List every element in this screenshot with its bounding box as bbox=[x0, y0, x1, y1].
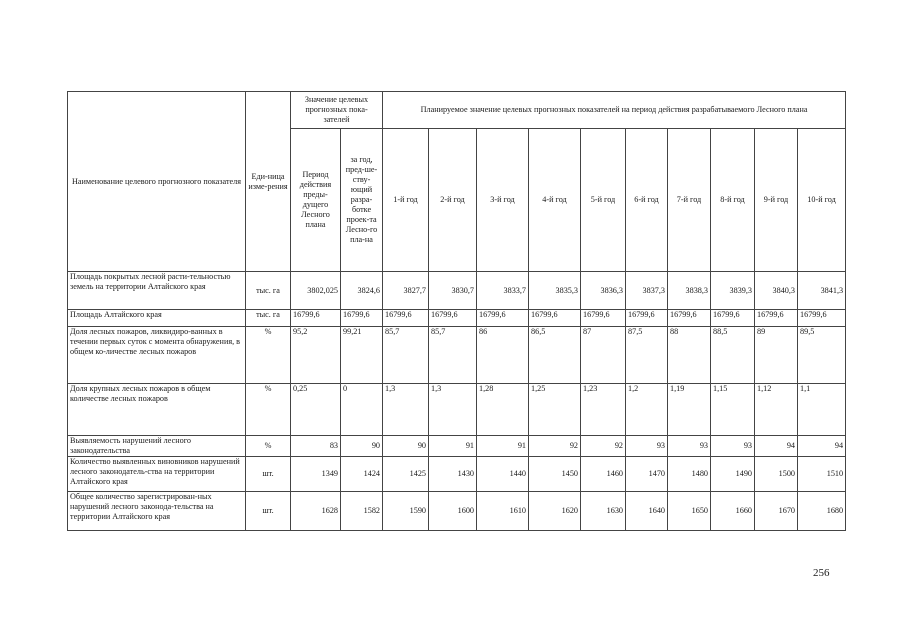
row-year-value: 3836,3 bbox=[581, 272, 626, 310]
table-row bbox=[68, 457, 846, 492]
row-year-value: 87,5 bbox=[626, 327, 668, 384]
row-year-value: 91 bbox=[477, 436, 529, 457]
row-year-value: 93 bbox=[668, 436, 711, 457]
header-year-5: 5-й год bbox=[581, 129, 626, 272]
page-number: 256 bbox=[813, 567, 830, 579]
row-year-before: 3824,6 bbox=[341, 272, 383, 310]
row-year-value: 16799,6 bbox=[581, 310, 626, 327]
row-year-value: 93 bbox=[626, 436, 668, 457]
row-prev-period: 0,25 bbox=[291, 384, 341, 436]
row-year-value: 1,12 bbox=[755, 384, 798, 436]
row-unit: % bbox=[246, 436, 291, 457]
row-name: Площадь покрытых лесной расти-тельностью земель на территории Алтайского края bbox=[68, 272, 246, 310]
row-unit: тыс. га bbox=[246, 272, 291, 310]
row-year-value: 1620 bbox=[529, 492, 581, 531]
row-year-value: 1590 bbox=[383, 492, 429, 531]
row-year-value: 1450 bbox=[529, 457, 581, 492]
row-name: Общее количество зарегистрирован-ных нарушений лесного законода-тельства на территории Алтайского края bbox=[68, 492, 246, 531]
header-year-2: 2-й год bbox=[429, 129, 477, 272]
row-name: Доля крупных лесных пожаров в общем количестве лесных пожаров bbox=[68, 384, 246, 436]
header-year-8: 8-й год bbox=[711, 129, 755, 272]
row-prev-period: 1349 bbox=[291, 457, 341, 492]
row-year-value: 3835,3 bbox=[529, 272, 581, 310]
row-year-value: 1510 bbox=[798, 457, 846, 492]
row-year-value: 3838,3 bbox=[668, 272, 711, 310]
row-year-value: 89,5 bbox=[798, 327, 846, 384]
row-year-value: 3827,7 bbox=[383, 272, 429, 310]
row-year-value: 3830,7 bbox=[429, 272, 477, 310]
row-year-value: 86 bbox=[477, 327, 529, 384]
table-row bbox=[68, 384, 846, 436]
row-prev-period: 16799,6 bbox=[291, 310, 341, 327]
row-year-value: 1,15 bbox=[711, 384, 755, 436]
row-year-value: 93 bbox=[711, 436, 755, 457]
row-year-value: 1,1 bbox=[798, 384, 846, 436]
row-unit: шт. bbox=[246, 492, 291, 531]
row-prev-period: 1628 bbox=[291, 492, 341, 531]
table-row bbox=[68, 492, 846, 531]
table-row bbox=[68, 310, 846, 327]
row-year-value: 1,23 bbox=[581, 384, 626, 436]
row-year-value: 1480 bbox=[668, 457, 711, 492]
row-year-value: 3837,3 bbox=[626, 272, 668, 310]
row-year-value: 1430 bbox=[429, 457, 477, 492]
header-year-3: 3-й год bbox=[477, 129, 529, 272]
header-indicator-name: Наименование целевого прогнозного показателя bbox=[68, 92, 246, 272]
row-year-value: 16799,6 bbox=[383, 310, 429, 327]
row-year-value: 94 bbox=[755, 436, 798, 457]
row-year-value: 94 bbox=[798, 436, 846, 457]
header-year-9: 9-й год bbox=[755, 129, 798, 272]
row-year-value: 1460 bbox=[581, 457, 626, 492]
row-name: Выявляемость нарушений лесного законодательства bbox=[68, 436, 246, 457]
row-name: Доля лесных пожаров, ликвидиро-ванных в течении первых суток с момента обнаружения, в общем ко-личестве лесных пожаров bbox=[68, 327, 246, 384]
row-name: Количество выявленных виновников нарушений лесного законодатель-ства на территории Алтайского края bbox=[68, 457, 246, 492]
row-year-value: 1680 bbox=[798, 492, 846, 531]
row-year-before: 1424 bbox=[341, 457, 383, 492]
row-year-value: 1440 bbox=[477, 457, 529, 492]
header-year-7: 7-й год bbox=[668, 129, 711, 272]
row-year-value: 1660 bbox=[711, 492, 755, 531]
row-year-value: 16799,6 bbox=[711, 310, 755, 327]
header-prev-period: Период действия преды-дущего Лесного плана bbox=[291, 129, 341, 272]
row-year-value: 3833,7 bbox=[477, 272, 529, 310]
row-year-value: 1670 bbox=[755, 492, 798, 531]
row-year-value: 3839,3 bbox=[711, 272, 755, 310]
row-year-value: 3841,3 bbox=[798, 272, 846, 310]
row-prev-period: 83 bbox=[291, 436, 341, 457]
row-year-value: 92 bbox=[581, 436, 626, 457]
row-year-value: 16799,6 bbox=[429, 310, 477, 327]
row-year-value: 16799,6 bbox=[626, 310, 668, 327]
row-year-value: 88 bbox=[668, 327, 711, 384]
header-year-1: 1-й год bbox=[383, 129, 429, 272]
table-row bbox=[68, 436, 846, 457]
row-year-value: 1,19 bbox=[668, 384, 711, 436]
row-year-value: 1,3 bbox=[383, 384, 429, 436]
row-year-value: 1,3 bbox=[429, 384, 477, 436]
row-year-value: 1,2 bbox=[626, 384, 668, 436]
row-year-value: 85,7 bbox=[429, 327, 477, 384]
header-year-6: 6-й год bbox=[626, 129, 668, 272]
row-year-value: 1640 bbox=[626, 492, 668, 531]
row-year-value: 1500 bbox=[755, 457, 798, 492]
header-year-10: 10-й год bbox=[798, 129, 846, 272]
row-year-value: 16799,6 bbox=[798, 310, 846, 327]
row-year-value: 1630 bbox=[581, 492, 626, 531]
header-year-before: за год, пред-ше-ству-ющий разра-ботке проек-та Лесно-го пла-на bbox=[341, 129, 383, 272]
header-year-4: 4-й год bbox=[529, 129, 581, 272]
row-year-value: 85,7 bbox=[383, 327, 429, 384]
row-year-before: 0 bbox=[341, 384, 383, 436]
row-year-value: 92 bbox=[529, 436, 581, 457]
row-prev-period: 3802,025 bbox=[291, 272, 341, 310]
table-row bbox=[68, 272, 846, 310]
row-year-value: 86,5 bbox=[529, 327, 581, 384]
row-year-value: 1,28 bbox=[477, 384, 529, 436]
row-year-value: 3840,3 bbox=[755, 272, 798, 310]
header-value-group: Значение целевых прогнозных пока-зателей bbox=[291, 92, 383, 129]
row-year-value: 1,25 bbox=[529, 384, 581, 436]
row-name: Площадь Алтайского края bbox=[68, 310, 246, 327]
header-unit: Еди-ница изме-рения bbox=[246, 92, 291, 272]
table-row bbox=[68, 327, 846, 384]
row-unit: % bbox=[246, 327, 291, 384]
row-year-before: 1582 bbox=[341, 492, 383, 531]
row-year-before: 90 bbox=[341, 436, 383, 457]
row-year-before: 16799,6 bbox=[341, 310, 383, 327]
row-year-value: 1600 bbox=[429, 492, 477, 531]
row-year-value: 91 bbox=[429, 436, 477, 457]
row-unit: шт. bbox=[246, 457, 291, 492]
row-year-value: 1425 bbox=[383, 457, 429, 492]
row-year-value: 1470 bbox=[626, 457, 668, 492]
row-year-value: 16799,6 bbox=[668, 310, 711, 327]
row-year-value: 1650 bbox=[668, 492, 711, 531]
row-year-value: 16799,6 bbox=[477, 310, 529, 327]
forecast-indicators-table bbox=[67, 91, 846, 531]
row-year-value: 1610 bbox=[477, 492, 529, 531]
row-unit: % bbox=[246, 384, 291, 436]
row-unit: тыс. га bbox=[246, 310, 291, 327]
row-year-value: 1490 bbox=[711, 457, 755, 492]
row-year-value: 87 bbox=[581, 327, 626, 384]
row-year-value: 16799,6 bbox=[755, 310, 798, 327]
row-year-value: 88,5 bbox=[711, 327, 755, 384]
row-year-value: 89 bbox=[755, 327, 798, 384]
row-year-value: 90 bbox=[383, 436, 429, 457]
row-year-before: 99,21 bbox=[341, 327, 383, 384]
row-prev-period: 95,2 bbox=[291, 327, 341, 384]
row-year-value: 16799,6 bbox=[529, 310, 581, 327]
header-planned-group: Планируемое значение целевых прогнозных показателей на период действия разрабатываемого Лесного плана bbox=[383, 92, 846, 129]
